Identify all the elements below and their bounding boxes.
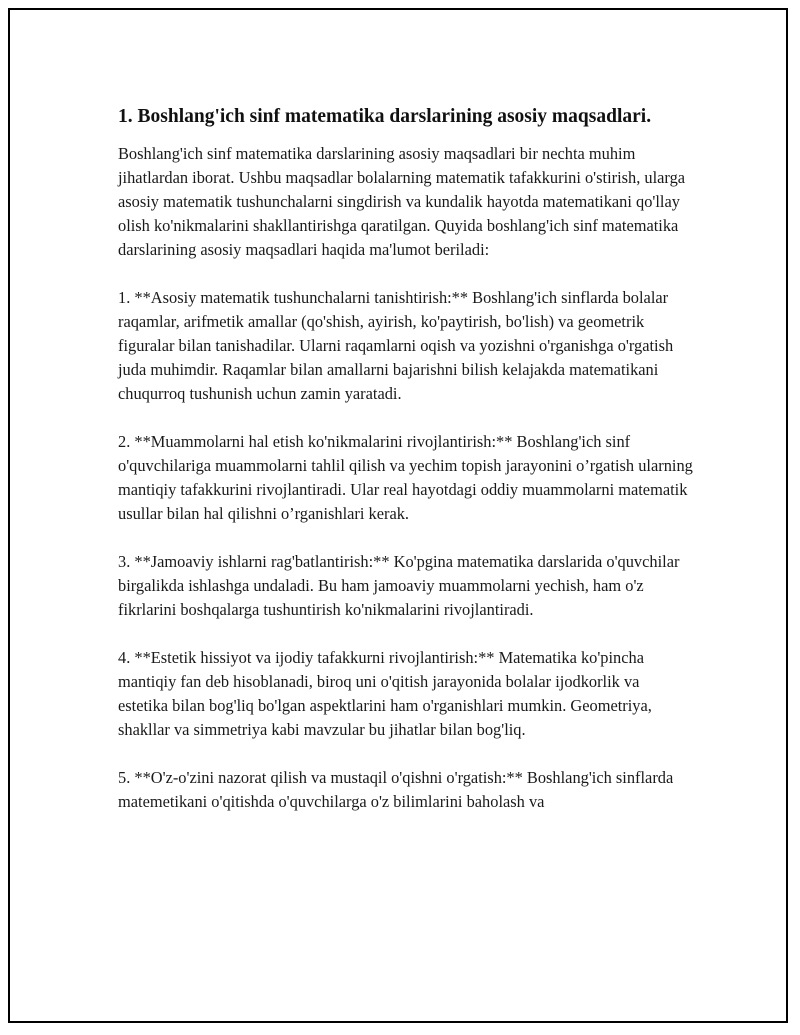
section-heading: 1. Boshlang'ich sinf matematika darslarining asosiy maqsadlari. bbox=[118, 106, 652, 127]
goal-paragraph-1: 1. **Asosiy matematik tushunchalarni tanishtirish:** Boshlang'ich sinflarda bolalar raqamlar, arifmetik amallar (qo'shish, ayirish, ko'paytirish, bo'lish) va geometrik figuralar bilan tanishadilar. Ularni raqamlarni oqish va yozishni o'rganishga o'rgatish juda muhimdir. Raqamlar bilan amallarni bajarishni bilish kelajakda matematikani chuqurroq tushunish uchun zamin yaratadi. bbox=[118, 288, 674, 403]
page-frame bbox=[8, 8, 788, 1023]
goal-paragraph-4: 4. **Estetik hissiyot va ijodiy tafakkurni rivojlantirish:** Matematika ko'pincha mantiqiy fan deb hisoblanadi, biroq uni o'qitish jarayonida bolalar ijodkorlik va estetika bilan bog'liq bo'lgan aspektlarini ham o'rganishlari mumkin. Geometriya, shakllar va simmetriya kabi mavzular bu jihatlar bilan bog'liq. bbox=[118, 648, 652, 739]
goal-paragraph-2: 2. **Muammolarni hal etish ko'nikmalarini rivojlantirish:** Boshlang'ich sinf o'quvchilariga muammolarni tahlil qilish va yechim topish jarayonini o’rgatish ularning mantiqiy tafakkurini rivojlantiradi. Ular real hayotdagi oddiy muammolarni matematik usullar bilan hal qilishni o’rganishlari kerak. bbox=[118, 432, 693, 523]
intro-paragraph: Boshlang'ich sinf matematika darslarining asosiy maqsadlari bir nechta muhim jihatlardan iborat. Ushbu maqsadlar bolalarning matematik tafakkurini o'stirish, ularga asosiy matematik tushunchalarni singdirish va kundalik hayotda matematikani qo'llay olish ko'nikmalarini shakllantirishga qaratilgan. Quyida boshlang'ich sinf matematika darslarining asosiy maqsadlari haqida ma'lumot beriladi: bbox=[118, 144, 686, 259]
document-body bbox=[118, 104, 693, 838]
goal-paragraph-5: 5. **O'z-o'zini nazorat qilish va mustaqil o'qishni o'rgatish:** Boshlang'ich sinflarda matemetikani o'qitishda o'quvchilarga o'z bilimlarini baholash va bbox=[118, 768, 674, 811]
goal-paragraph-3: 3. **Jamoaviy ishlarni rag'batlantirish:** Ko'pgina matematika darslarida o'quvchilar birgalikda ishlashga undaladi. Bu ham jamoaviy muammolarni yechish, ham o'z fikrlarini boshqalarga tushuntirish ko'nikmalarini rivojlantiradi. bbox=[118, 552, 680, 619]
